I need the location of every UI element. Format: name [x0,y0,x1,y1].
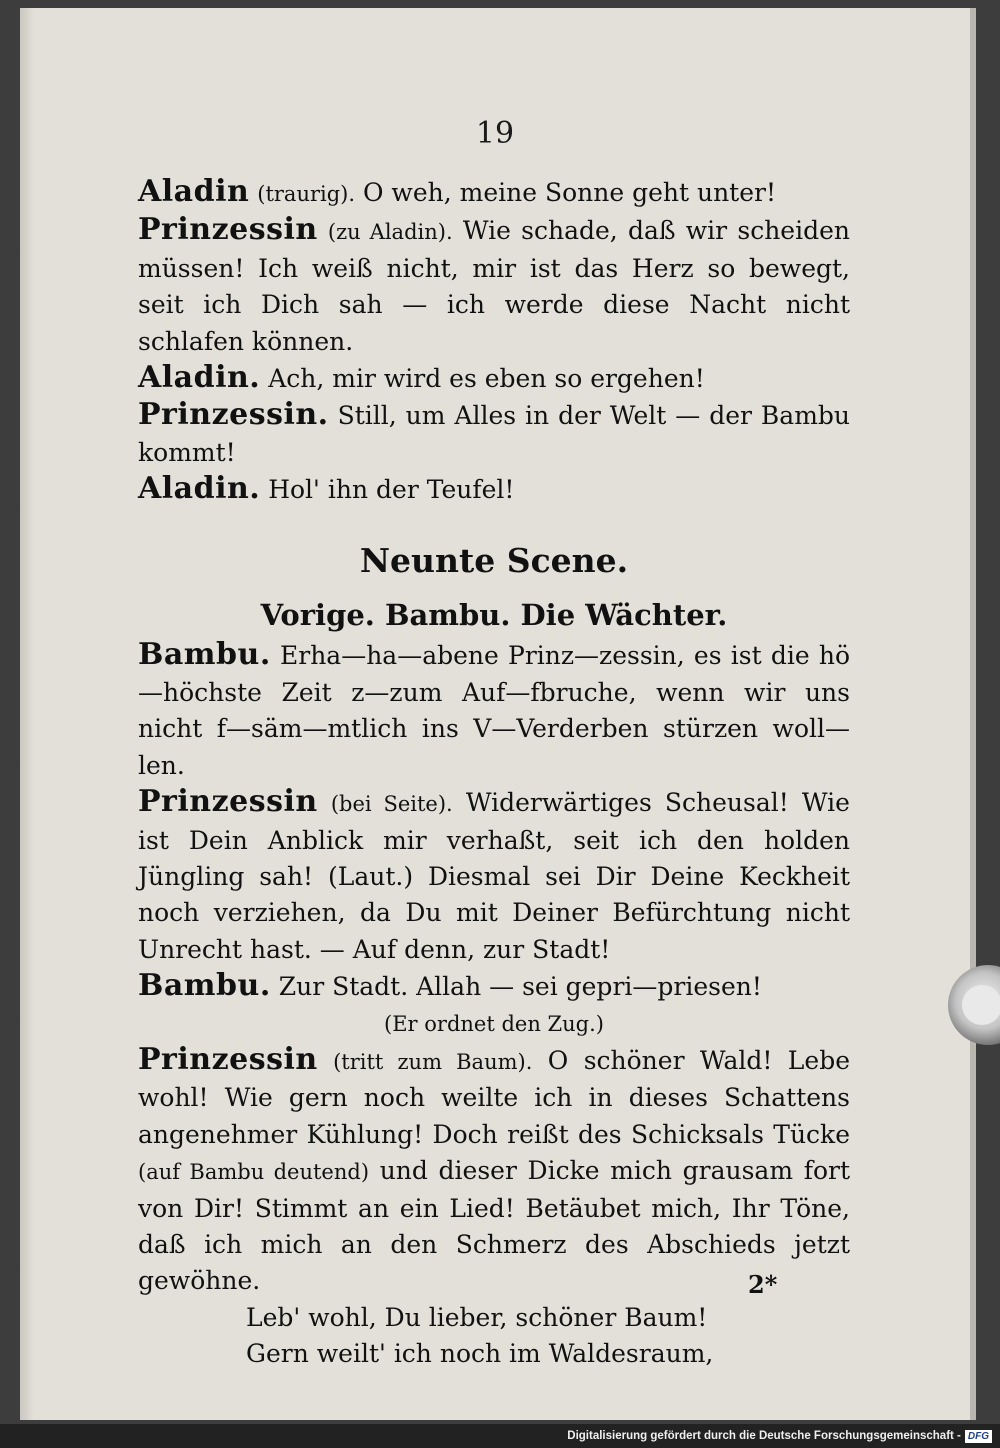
speech-text: Wie schade, daß wir scheiden müssen! Ich weiß nicht, mir ist das Herz so bewegt, seit ich Dich sah — ich werde diese Nacht nicht schlafen können. [138,216,850,356]
page-gutter-shadow [20,8,34,1420]
scene-title: Neunte Scene. [359,540,629,580]
stage-direction: (tritt zum Baum). [333,1049,533,1074]
speech-line [138,212,850,360]
stage-direction: (zu Aladin). [327,220,453,245]
speech-line [138,784,850,968]
speech-text: Ach, mir wird es eben so ergehen! [268,364,705,394]
speaker-name: Prinzessin [138,212,318,248]
stage-direction-line: (Er ordnet den Zug.) [384,1011,604,1036]
speaker-name: Aladin [138,174,250,209]
speech-text: Erha—ha—abene Prinz—zessin, es ist die hö—höchste Zeit z—zum Auf—fbruche, wenn wir uns nicht f—säm—mtlich ins V—Verderben stürzen woll—len. [138,641,850,780]
inline-stage-direction: (auf Bambu deutend) [138,1160,370,1185]
speech-line [138,471,850,508]
stage-direction: (traurig). [257,182,356,206]
speech-text: Zur Stadt. Allah — sei gepri—priesen! [278,972,762,1002]
scene-persons: Vorige. Bambu. Die Wächter. [260,598,728,633]
speaker-name: Bambu. [138,637,271,673]
verse-line: Gern weilt' ich noch im Waldesraum, [246,1339,714,1369]
verse-line: Leb' wohl, Du lieber, schöner Baum! [246,1302,708,1332]
page-number: 19 [475,116,515,151]
footer-credit: Digitalisierung gefördert durch die Deutsche Forschungsgemeinschaft - [567,1430,961,1442]
speech-text: O weh, meine Sonne geht unter! [362,178,777,207]
stage-direction: (bei Seite). [330,792,453,817]
speaker-name: Prinzessin [138,784,318,820]
footer-bar [0,1424,1000,1448]
signature-mark: 2* [748,1270,778,1299]
speech-text: Hol' ihn der Teufel! [268,475,515,505]
speaker-name: Aladin. [138,471,261,507]
speaker-name: Prinzessin. [138,397,329,433]
speech-line [138,360,850,397]
book-page [20,8,976,1420]
speech-line [138,397,850,471]
page-text [138,174,850,1373]
dfg-logo: DFG [965,1430,992,1443]
speaker-name: Aladin. [138,360,261,396]
speech-text: Widerwärtiges Scheusal! Wie ist Dein Anblick mir verhaßt, seit ich den holden Jüngling sah! (Laut.) Diesmal sei Dir Deine Keckheit noch verziehen, da Du mit Deiner Befürchtung nicht Unrecht hast. — Auf denn, zur Stadt! [138,788,850,964]
page-turn-handle-center [962,985,1000,1025]
speech-line [138,968,850,1005]
speech-text: und dieser Dicke mich grausam fort von Dir! Stimmt an ein Lied! Betäubet mich, Ihr Töne, daß ich mich an den Schmerz des Abschieds jetzt gewöhne. [138,1156,850,1296]
speech-text: Still, um Alles in der Welt — der Bambu kommt! [138,401,850,467]
speech-line [138,1042,850,1300]
speaker-name: Prinzessin [138,1041,318,1077]
speech-line [138,174,850,212]
speech-line [138,637,850,784]
speaker-name: Bambu. [138,968,271,1004]
speech-text: O schöner Wald! Lebe wohl! Wie gern noch weilte ich in dieses Schattens angenehmer Kühlung! Doch reißt des Schicksals Tücke [138,1045,850,1149]
